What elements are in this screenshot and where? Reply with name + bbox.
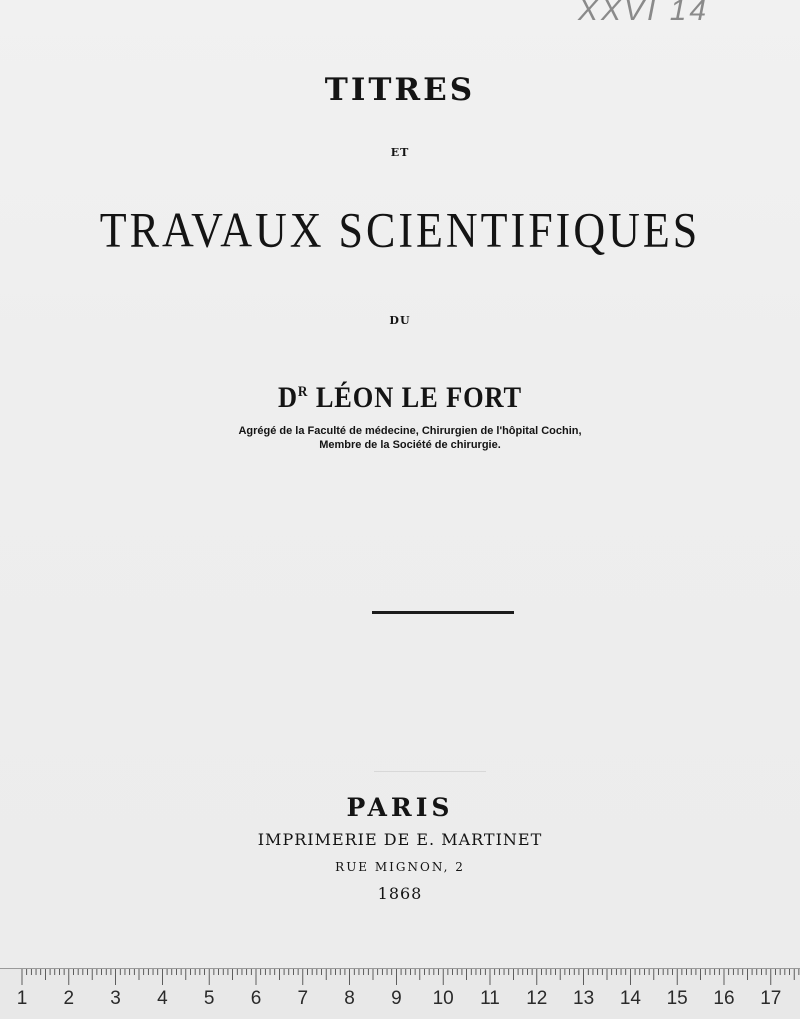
title-main: TRAVAUX SCIENTIFIQUES [99,203,701,258]
ruler-number: 10 [432,988,454,1009]
imprint-city: PARIS [346,793,454,822]
measuring-ruler [0,968,800,1019]
title-preposition: DU [389,314,411,327]
ruler-number: 13 [573,988,595,1009]
author-prefix: D [277,381,298,414]
ruler-number: 4 [157,988,168,1009]
ruler-number: 1 [16,988,28,1009]
ruler-number: 7 [297,988,309,1009]
imprint-year: 1868 [377,884,423,903]
ruler-number: 6 [250,988,262,1009]
ruler-number: 14 [619,988,641,1009]
author-affiliation [200,424,620,452]
title-titres: TITRES [324,72,476,108]
handwritten-annotation: XXVI 14 [578,0,710,27]
ruler-number: 15 [666,988,688,1009]
author-name [48,381,752,415]
ruler-number: 9 [391,988,402,1009]
affiliation-line-2: Membre de la Société de chirurgie. [319,439,501,451]
ruler-number: 12 [526,988,548,1009]
author-prefix-sup: R [297,384,309,400]
author-fullname: LÉON LE FORT [315,381,523,414]
ruler-number: 11 [480,988,500,1009]
separator-rule [372,611,514,614]
ruler-number: 8 [344,988,355,1009]
affiliation-line-1: Agrégé de la Faculté de médecine, Chirurgien de l'hôpital Cochin, [238,425,582,437]
ruler-number: 17 [760,988,782,1009]
title-connector: ET [390,146,410,159]
ruler-number: 2 [63,988,75,1009]
imprint-printer: IMPRIMERIE DE E. MARTINET [257,830,543,849]
ruler-number: 5 [203,988,215,1009]
ruler-number: 3 [110,988,121,1009]
imprint-street: RUE MIGNON, 2 [335,860,465,874]
faint-rule [374,771,486,772]
ruler-number: 16 [713,988,735,1009]
